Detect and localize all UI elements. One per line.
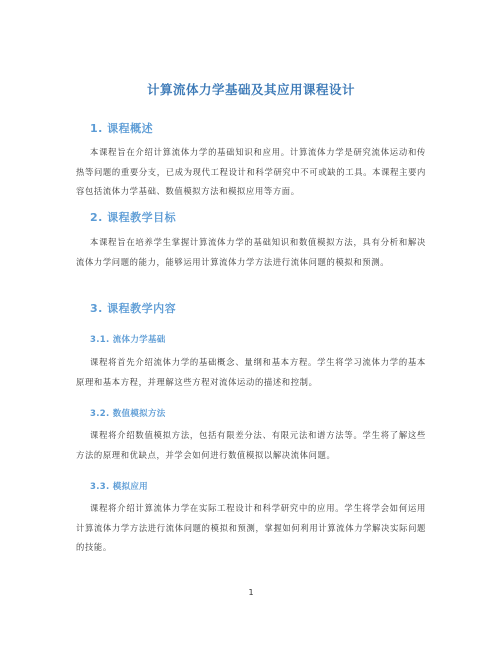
subsection-paragraph-numerical-methods: 课程将介绍数值模拟方法，包括有限差分法、有限元法和谱方法等。学生将了解这些方法的原理和优缺点，并学会如何进行数值模拟以解决流体问题。	[76, 430, 426, 460]
subsection-heading-numerical-methods: 3.2. 数值模拟方法	[90, 409, 166, 419]
document-title: 计算流体力学基础及其应用课程设计	[146, 82, 355, 97]
section-heading-content: 3. 课程教学内容	[90, 302, 177, 315]
subsection-paragraph-simulation-applications: 课程将介绍计算流体力学在实际工程设计和科学研究中的应用。学生将学会如何运用计算流体力学方法进行流体问题的模拟和预测，掌握如何利用计算流体力学解决实际问题的技能。	[76, 503, 426, 552]
subsection-heading-fluid-basics: 3.1. 流体力学基础	[90, 335, 166, 345]
section-paragraph-objectives: 本课程旨在培养学生掌握计算流体力学的基础知识和数值模拟方法，具有分析和解决流体力学问题的能力，能够运用计算流体力学方法进行流体问题的模拟和预测。	[76, 237, 426, 267]
section-heading-objectives: 2. 课程教学目标	[90, 211, 177, 224]
section-heading-overview: 1. 课程概述	[90, 122, 154, 135]
subsection-heading-simulation-applications: 3.3. 模拟应用	[90, 482, 148, 492]
subsection-paragraph-fluid-basics: 课程将首先介绍流体力学的基础概念、量纲和基本方程。学生将学习流体力学的基本原理和基本方程，并理解这些方程对流体运动的描述和控制。	[76, 357, 426, 387]
section-paragraph-overview: 本课程旨在介绍计算流体力学的基础知识和应用。计算流体力学是研究流体运动和传热等问题的重要分支，已成为现代工程设计和科学研究中不可或缺的工具。本课程主要内容包括流体力学基础、数值模拟方法和模拟应用等方面。	[76, 147, 426, 196]
page-number: 1	[248, 588, 254, 597]
